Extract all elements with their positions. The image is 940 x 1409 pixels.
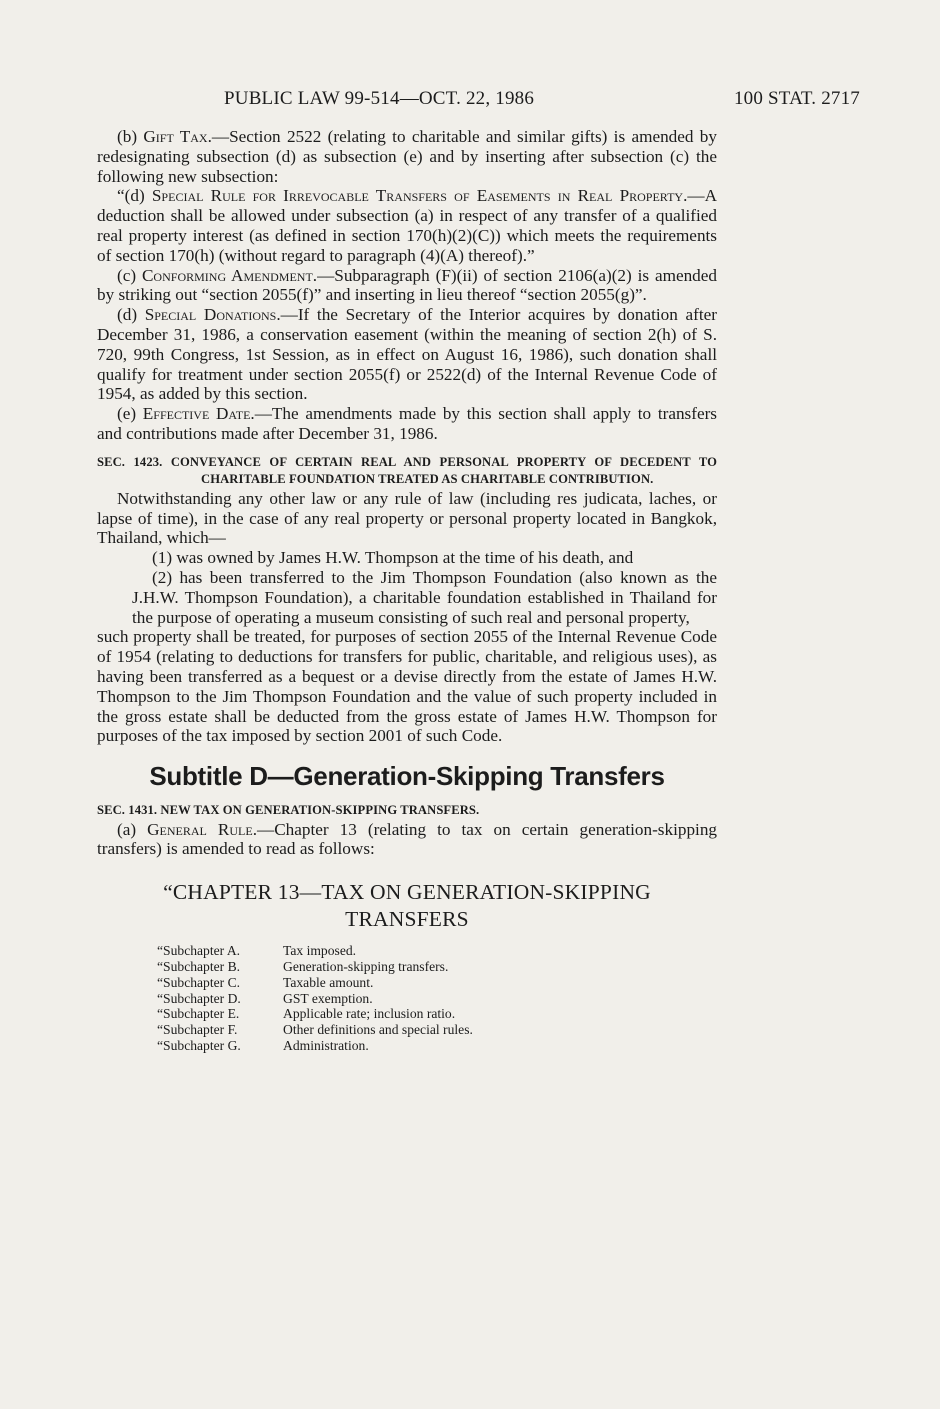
paragraph-e-heading: Effective Date (142, 404, 251, 424)
list-item: “Subchapter D. GST exemption. (157, 990, 373, 1006)
section-1431-paragraph-a-heading: General Rule (147, 819, 253, 839)
paragraph-c: (c) Conforming Amendment.—Subparagraph (F)(ii) of section 2106(a)(2) is amended by striking out “section 2055(f)” and inserting in lieu thereof “section 2055(g)”. (97, 265, 718, 305)
paragraph-b: (b) Gift Tax.—Section 2522 (relating to charitable and similar gifts) is amended by redesignating subsection (d) as subsection (e) and by inserting after subsection (c) the following new subsection: (97, 127, 717, 186)
header-stat-citation: 100 STAT. 2717 (733, 88, 860, 109)
section-1431-heading: SEC. 1431. NEW TAX ON GENERATION-SKIPPING TRANSFERS. (97, 803, 480, 818)
section-1423-item-1: (1) was owned by James H.W. Thompson at the time of his death, and (152, 548, 634, 568)
paragraph-c-heading: Conforming Amendment (141, 265, 313, 285)
paragraph-e: (e) Effective Date.—The amendments made by this section shall apply to transfers and contributions made after December 31, 1986. (97, 404, 717, 443)
paragraph-b-heading: Gift Tax (143, 127, 208, 146)
paragraph-d-quoted: “(d) Special Rule for Irrevocable Transfers of Easements in Real Property.—A deduction shall be allowed under subsection (a) in respect of any transfer of a qualified real property interest (as defined in section 170(h)(2)(C)) which meets the requirements of section 170(h) (without regard to paragraph (4)(A) thereof).” (97, 186, 717, 265)
chapter-heading-line-1: “CHAPTER 13—TAX ON GENERATION-SKIPPING (163, 880, 651, 905)
paragraph-d-heading: Special Donations (144, 305, 277, 325)
paragraph-d-quoted-heading: Special Rule for Irrevocable Transfers of Easements in Real Property (151, 186, 684, 206)
list-item: “Subchapter A. Tax imposed. (157, 943, 357, 959)
section-1423-intro: Notwithstanding any other law or any rule of law (including res judicata, laches, or lapse of time), in the case of any real property or personal property located in Bangkok, Thailand, which— (97, 488, 717, 548)
list-item: “Subchapter C. Taxable amount. (157, 974, 374, 990)
section-1423-item-2: (2) has been transferred to the Jim Thompson Foundation (also known as the J.H.W. Thompson Foundation), a charitable foundation established in Thailand for the purpose of operating a museum consisting of such real and personal property, (132, 567, 717, 627)
document-page (97, 88, 860, 1054)
section-1431-paragraph-a: (a) General Rule.—Chapter 13 (relating to tax on certain generation-skipping transfers) is amended to read as follows: (97, 819, 718, 859)
section-1423-heading: SEC. 1423. CONVEYANCE OF CERTAIN REAL AND PERSONAL PROPERTY OF DECEDENT TO CHARITABLE FOUNDATION TREATED AS CHARITABLE CONTRIBUTION. (97, 454, 717, 487)
list-item: “Subchapter F. Other definitions and special rules. (157, 1022, 473, 1038)
section-1423-conclusion: such property shall be treated, for purposes of section 2055 of the Internal Revenue Code of 1954 (relating to deductions for transfers for public, charitable, and religious uses), as having been transferred as a bequest or a devise directly from the estate of James H.W. Thompson to the Jim Thompson Foundation and the value of such property included in the gross estate shall be deducted from the gross estate of James H.W. Thompson for purposes of the tax imposed by section 2001 of such Code. (97, 627, 717, 746)
chapter-heading (97, 879, 717, 933)
page-header (97, 88, 860, 112)
list-item: “Subchapter E. Applicable rate; inclusion ratio. (157, 1006, 456, 1022)
paragraph-d: (d) Special Donations.—If the Secretary of the Interior acquires by donation after December 31, 1986, a conservation easement (within the meaning of section 2(h) of S. 720, 99th Congress, 1st Session, as in effect on August 16, 1986), such donation shall qualify for treatment under section 2055(f) or 2522(d) of the Internal Revenue Code of 1954, as added by this section. (97, 305, 717, 404)
list-item: “Subchapter B. Generation-skipping transfers. (157, 959, 449, 974)
subchapter-list (157, 943, 717, 1054)
header-title: PUBLIC LAW 99-514—OCT. 22, 1986 (224, 88, 535, 109)
list-item: “Subchapter G. Administration. (157, 1037, 369, 1053)
chapter-heading-line-2: TRANSFERS (345, 907, 469, 932)
body-text (97, 127, 717, 1054)
subtitle-heading: Subtitle D—Generation-Skipping Transfers (149, 761, 665, 792)
